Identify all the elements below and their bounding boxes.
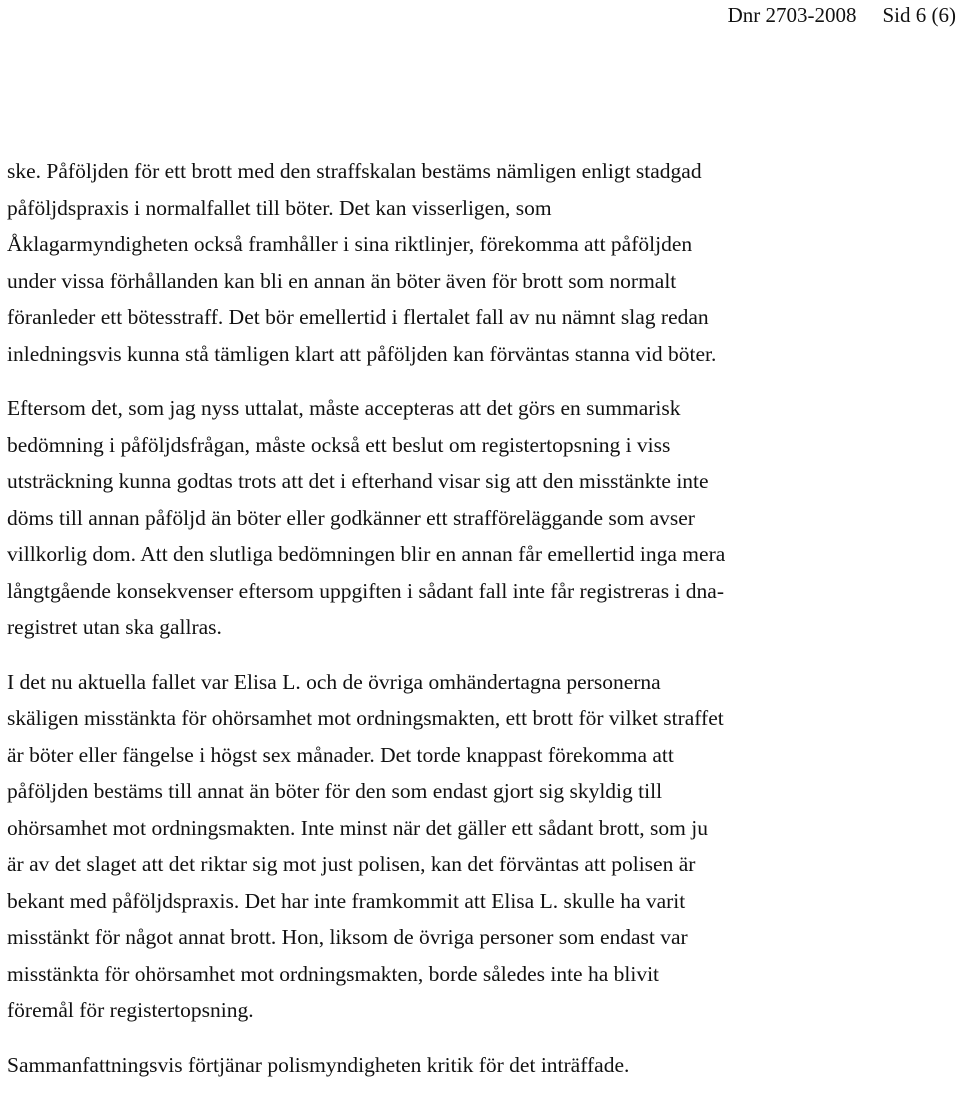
text-line: misstänkta för ohörsamhet mot ordningsmakten, borde således inte ha blivit [7, 961, 660, 986]
text-line: långtgående konsekvenser eftersom uppgiften i sådant fall inte får registreras i dna- [7, 578, 724, 603]
paragraph-gap [7, 646, 957, 664]
text-line: registret utan ska gallras. [7, 615, 222, 639]
paragraph-gap [7, 372, 957, 390]
text-line: döms till annan påföljd än böter eller godkänner ett strafföreläggande som avser [7, 505, 695, 530]
text-line: I det nu aktuella fallet var Elisa L. och de övriga omhändertagna personerna [7, 669, 661, 694]
text-line: skäligen misstänkta för ohörsamhet mot ordningsmakten, ett brott för vilket straffet [7, 706, 724, 730]
text-line: bekant med påföljdspraxis. Det har inte framkommit att Elisa L. skulle ha varit [7, 888, 686, 913]
text-line: föremål för registertopsning. [7, 998, 254, 1022]
text-line: villkorlig dom. Att den slutliga bedömningen blir en annan får emellertid inga mera [7, 542, 726, 566]
page-header [728, 2, 956, 28]
text-line: under vissa förhållanden kan bli en annan än böter även för brott som normalt [7, 268, 677, 293]
paragraph-1 [7, 153, 957, 372]
text-line: är av det slaget att det riktar sig mot just polisen, kan det förväntas att polisen är [7, 852, 696, 876]
text-line: Eftersom det, som jag nyss uttalat, måste accepteras att det görs en summarisk [7, 396, 681, 420]
paragraph-3 [7, 664, 957, 1029]
text-line: misstänkt för något annat brott. Hon, liksom de övriga personer som endast var [7, 925, 688, 949]
text-line: ohörsamhet mot ordningsmakten. Inte minst när det gäller ett sådant brott, som ju [7, 815, 708, 840]
paragraph-4 [7, 1047, 957, 1084]
text-line: bedömning i påföljdsfrågan, måste också ett beslut om registertopsning i viss [7, 432, 671, 457]
text-line: påföljdspraxis i normalfallet till böter. Det kan visserligen, som [7, 195, 552, 220]
text-line: Sammanfattningsvis förtjänar polismyndigheten kritik för det inträffade. [7, 1052, 630, 1077]
text-line: föranleder ett bötesstraff. Det bör emellertid i flertalet fall av nu nämnt slag redan [7, 305, 709, 329]
text-line: utsträckning kunna godtas trots att det i efterhand visar sig att den misstänkte inte [7, 469, 709, 493]
text-line: påföljden bestäms till annat än böter för den som endast gjort sig skyldig till [7, 779, 663, 803]
document-body [7, 153, 957, 1083]
case-number: Dnr 2703-2008 [727, 3, 857, 27]
text-line: inledningsvis kunna stå tämligen klart att påföljden kan förväntas stanna vid böter. [7, 341, 717, 366]
text-line: är böter eller fängelse i högst sex månader. Det torde knappast förekomma att [7, 742, 674, 767]
paragraph-2 [7, 390, 957, 646]
text-line: ske. Påföljden för ett brott med den straffskalan bestäms nämligen enligt stadgad [7, 159, 702, 183]
paragraph-gap [7, 1029, 957, 1047]
text-line: Åklagarmyndigheten också framhåller i sina riktlinjer, förekomma att påföljden [7, 232, 693, 256]
page-number: Sid 6 (6) [882, 3, 956, 27]
